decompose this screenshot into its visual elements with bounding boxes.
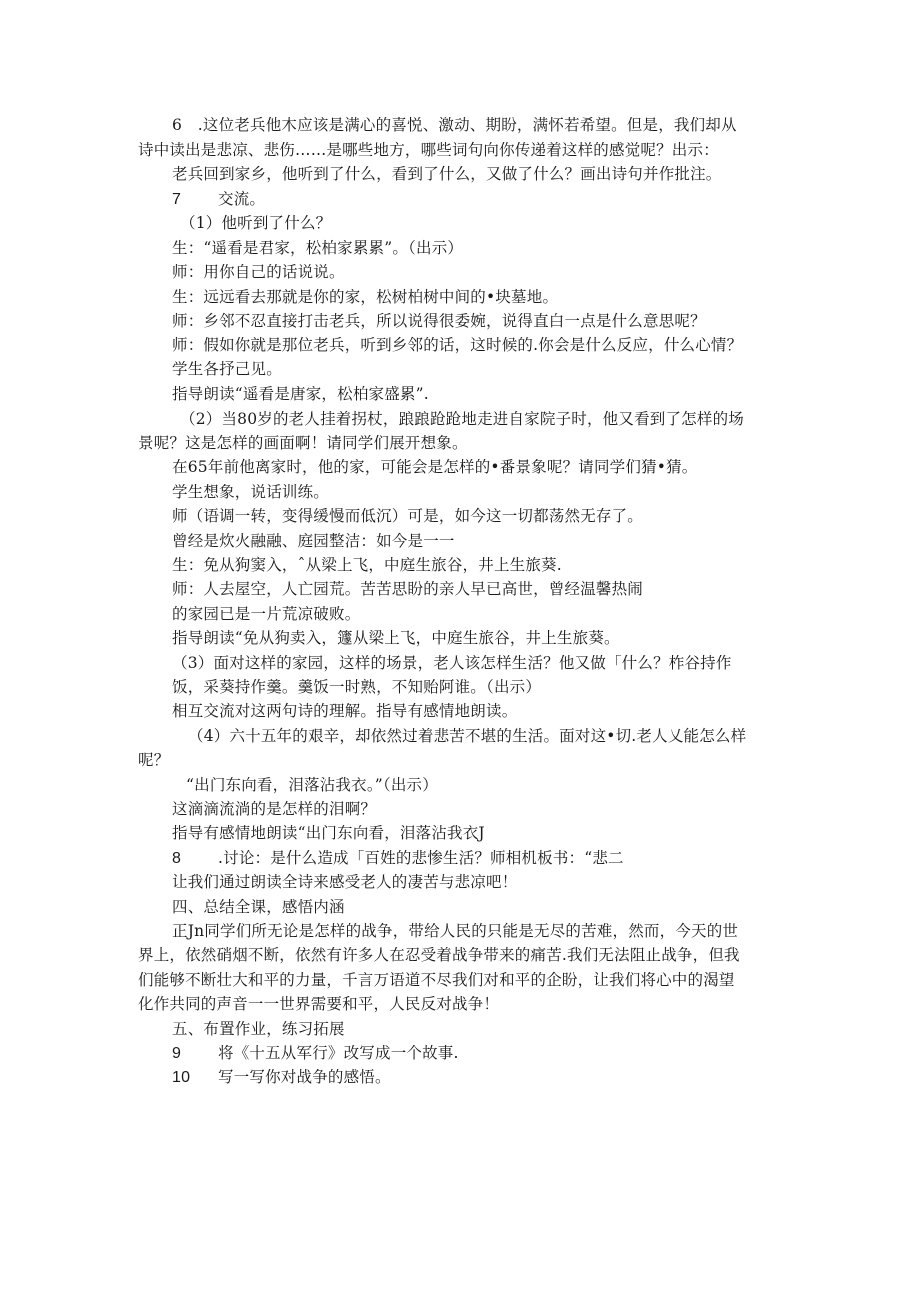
numbered-line [172,1042,459,1065]
numbered-line [172,847,624,870]
text-line: （3）面对这样的家园，这样的场景，老人该怎样生活？他又做「什么？柞谷持作 [172,654,732,672]
text-line: （1）他听到了什么？ [180,214,332,232]
text-line: 诗中读出是悲凉、悲伤……是哪些地方，哪些词句向你传递着这样的感觉呢？出示： [138,141,719,159]
item-number: 8 [172,850,182,867]
item-number: 10 [172,1069,191,1086]
text-line: “出门东向看，泪落沾我衣。”（出示） [186,776,438,794]
line-text: 写一写你对战争的感悟。 [218,1068,391,1086]
text-line: 让我们通过朗读全诗来感受老人的凄苦与悲凉吧！ [172,873,518,891]
line-text: .讨论：是什么造成「百姓的悲惨生活？师相机板书：“悲二 [218,849,624,867]
text-line: 在65年前他离家时，他的家，可能会是怎样的•番景象呢？请同学们猜•猜。 [172,458,698,476]
text-line: 师：假如你就是那位老兵，听到乡邻的话，这时候的.你会是什么反应，什么心情？ [172,336,743,354]
text-line: 化作共同的声音一一世界需要和平，人民反对战争！ [138,995,500,1013]
text-line: 们能够不断壮大和平的力量，千言万语道不尽我们对和平的企盼，让我们将心中的渴望 [138,971,735,989]
text-line: 界上，依然硝烟不断，依然有许多人在忍受着战争带来的痛苦.我们无法阻止战争，但我 [138,946,740,964]
text-line: 曾经是炊火融融、庭园整洁：如今是一一 [172,532,455,550]
text-line: 相互交流对这两句诗的理解。指导有感情地朗读。 [172,702,518,720]
line-text: 将《十五从军行》改写成一个故事. [218,1044,459,1062]
text-line: 指导朗读“遥看是唐家，松柏家盛累”. [172,385,429,403]
text-line: 正Jn同学们所无论是怎样的战争，带给人民的只能是无尽的苦难，然而，今天的世 [172,922,739,940]
text-line: （2）当80岁的老人挂着拐杖，踉踉跄跄地走进自家院子时，他又看到了怎样的场 [180,410,744,428]
item-number: 7 [172,191,182,208]
text-line: 师（语调一转，变得缓慢而低沉）可是，如今这一切都荡然无存了。 [172,507,644,525]
text-line: 师：用你自己的话说说。 [172,263,345,281]
text-line: 的家园已是一片荒凉破败。 [172,605,361,623]
text-line: 饭，采葵持作羹。羹饭一时熟，不知贻阿谁。（出示） [172,678,542,696]
numbered-line [172,188,265,211]
text-line: 6 .这位老兵他木应该是满心的喜悦、激动、期盼，满怀若希望。但是，我们却从 [172,116,737,134]
text-line: 生：远远看去那就是你的家，松树柏树中间的•块墓地。 [172,288,559,306]
text-line: 生：免从狗窦入，ˆ从梁上飞，中庭生旅谷，井上生旅葵. [172,556,562,574]
text-line: 景呢？这是怎样的画面啊！请同学们展开想象。 [138,434,468,452]
text-line: 学生想象，说话训练。 [172,483,330,501]
section-heading: 四、总结全课，感悟内涵 [172,898,345,916]
text-line: 呢？ [138,751,170,769]
text-line: 指导有感情地朗读“出门东向看，泪落沾我衣J [172,824,485,842]
item-number: 9 [172,1045,182,1062]
text-line: （4）六十五年的艰辛，却依然过着悲苦不堪的生活。面对这•切.老人乂能怎么样 [188,727,747,745]
text-line: 生：“遥看是君家，松柏家累累”。（出示） [172,239,464,257]
text-line: 这滴滴流淌的是怎样的泪啊？ [172,800,377,818]
numbered-line [172,1066,391,1089]
text-line: 指导朗读“免从狗卖入，籧从梁上飞，中庭生旅谷，井上生旅葵。 [172,629,620,647]
section-heading: 五、布置作业，练习拓展 [172,1020,345,1038]
line-text: 交流。 [218,190,266,208]
text-line: 学生各抒己见。 [172,360,282,378]
text-line: 老兵回到家乡，他听到了什么，看到了什么，又做了什么？画出诗句并作批注。 [172,165,722,183]
text-line: 师：人去屋空，人亡园荒。苦苦思盼的亲人早已高世，曾经温馨热闹 [172,580,644,598]
text-line: 师：乡邻不忍直接打击老兵，所以说得很委婉，说得直白一点是什么意思呢？ [172,312,706,330]
